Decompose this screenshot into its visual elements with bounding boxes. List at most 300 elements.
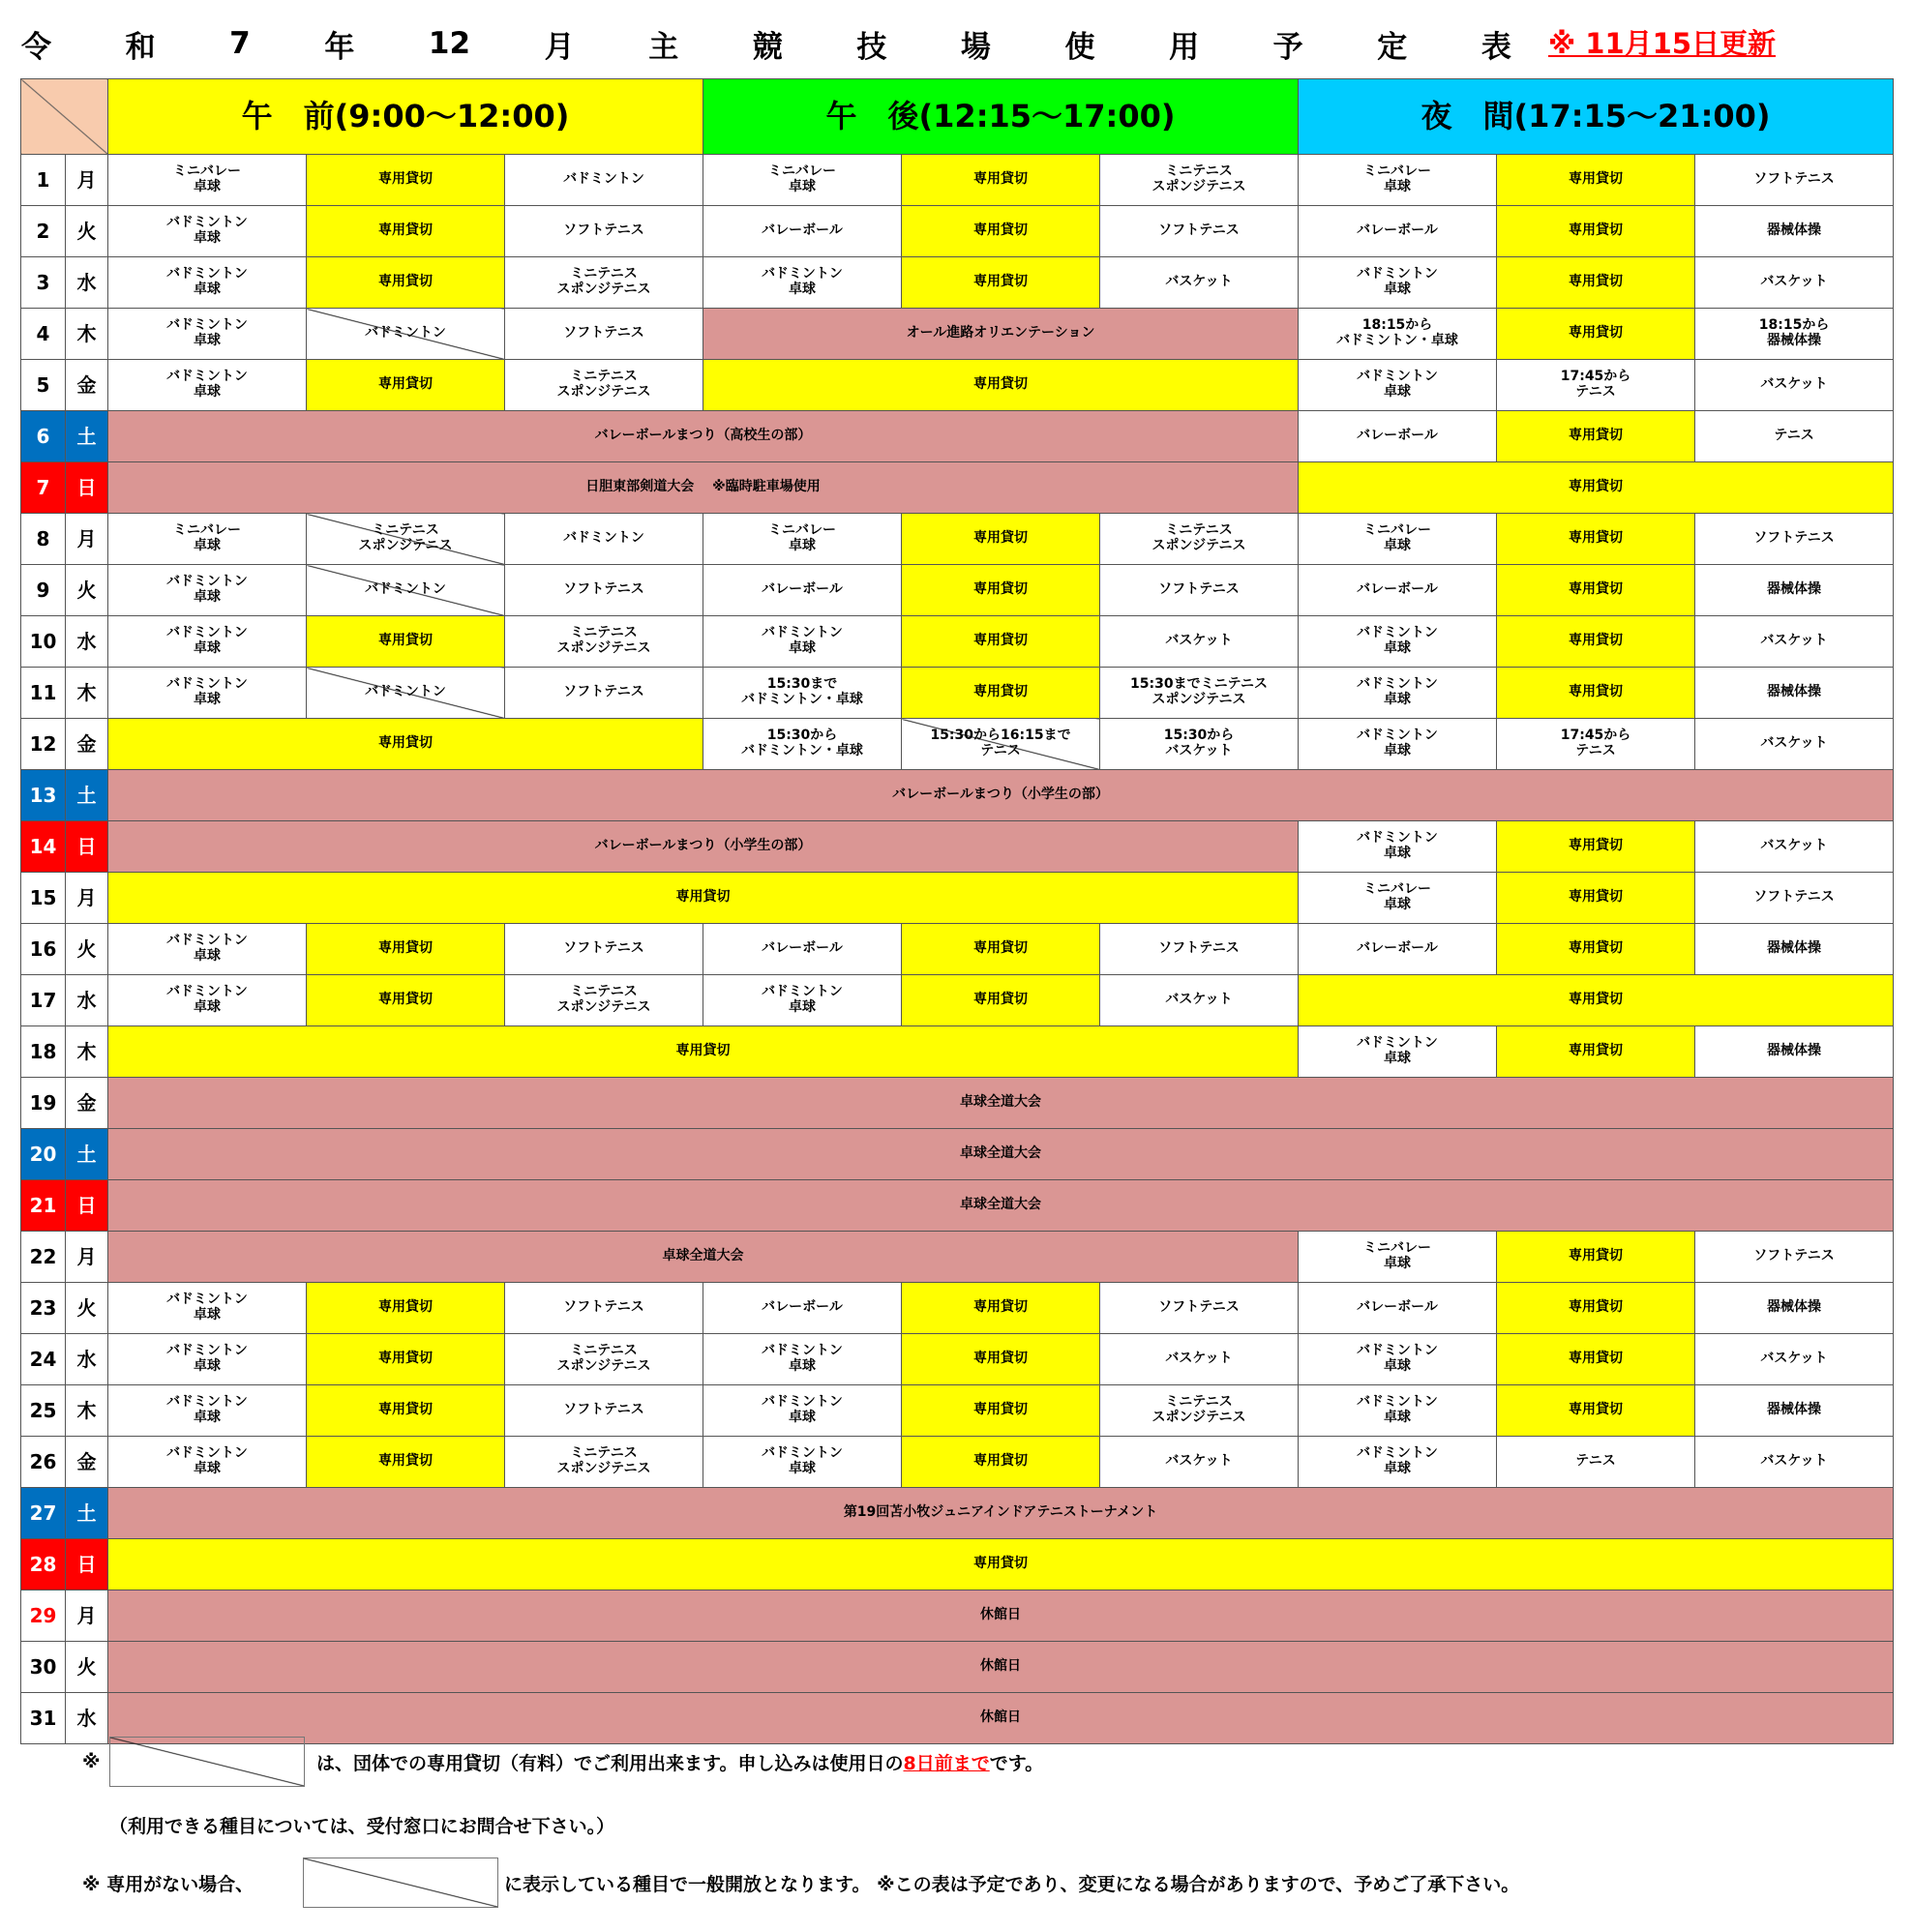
cell-text: 専用貸切 (973, 171, 1029, 188)
cell-text: 専用貸切 (378, 940, 433, 957)
day-number: 26 (21, 1437, 66, 1488)
cell-text: 18:15から 器械体操 (1758, 317, 1830, 348)
schedule-cell (1299, 1283, 1497, 1334)
cell-text: 器械体操 (1767, 940, 1822, 957)
cell-text: ソフトテニス (1158, 581, 1240, 598)
cell-text: 専用貸切 (1569, 1248, 1624, 1264)
schedule-cell (505, 924, 703, 975)
cell-text: 休館日 (980, 1658, 1022, 1675)
note-text-b: です。 (989, 1752, 1044, 1774)
cell-text: バドミントン 卓球 (1357, 1394, 1438, 1425)
reserved-cell (1497, 514, 1695, 565)
cell-text: 卓球全道大会 (960, 1145, 1042, 1162)
cell-text: バレーボール (762, 581, 843, 598)
weekday: 月 (66, 873, 108, 924)
cell-text: ミニテニス スポンジテニス (556, 266, 651, 297)
day-number: 10 (21, 616, 66, 668)
cell-text: ソフトテニス (1158, 1299, 1240, 1316)
cell-text: ミニテニス スポンジテニス (556, 1445, 651, 1476)
schedule-cell (108, 668, 307, 719)
reserved-cell (1497, 1232, 1695, 1283)
schedule-cell (703, 206, 902, 257)
schedule-cell (1695, 206, 1894, 257)
schedule-cell (1100, 514, 1299, 565)
cell-text: バドミントン (563, 530, 644, 547)
schedule-cell (505, 155, 703, 206)
reserved-cell (1497, 565, 1695, 616)
title-char: 令 (21, 29, 51, 65)
day-row (21, 1642, 1894, 1693)
day-number: 22 (21, 1232, 66, 1283)
schedule-cell (108, 309, 307, 360)
cell-text: バドミントン 卓球 (166, 676, 248, 707)
weekday: 日 (66, 462, 108, 514)
cell-text: バドミントン 卓球 (166, 1445, 248, 1476)
pm-header: 午 後(12:15～17:00) (703, 79, 1299, 155)
title-char: 場 (960, 29, 991, 65)
schedule-cell (703, 975, 902, 1026)
schedule-cell (1695, 1232, 1894, 1283)
schedule-cell (1497, 360, 1695, 411)
schedule-cell (505, 1437, 703, 1488)
schedule-cell (1299, 206, 1497, 257)
cell-text: 専用貸切 (973, 1351, 1029, 1367)
cell-text: 専用貸切 (1569, 274, 1624, 290)
schedule-cell (1100, 924, 1299, 975)
cell-text: テニス (1774, 428, 1814, 444)
schedule-cell (1695, 309, 1894, 360)
cell-text: 専用貸切 (378, 1453, 433, 1470)
cell-text: ミニテニス スポンジテニス (358, 522, 453, 553)
day-row (21, 1026, 1894, 1078)
cell-text: バドミントン 卓球 (166, 369, 248, 400)
cell-text: 15:30から16:15まで テニス (930, 728, 1071, 758)
day-row (21, 1334, 1894, 1385)
note-3-b: に表示している種目で一般開放となります。 ※この表は予定であり、変更になる場合がありますので、予めご了承下さい。 (504, 1873, 1520, 1895)
cell-text: 器械体操 (1767, 1299, 1822, 1316)
schedule-cell (1695, 257, 1894, 309)
open-slot-cell (307, 668, 505, 719)
schedule-cell (1299, 565, 1497, 616)
cell-text: バスケット (1760, 376, 1828, 393)
day-number: 6 (21, 411, 66, 462)
weekday: 木 (66, 1026, 108, 1078)
day-row (21, 1539, 1894, 1590)
schedule-cell (1299, 719, 1497, 770)
cell-text: ミニテニス スポンジテニス (556, 1343, 651, 1374)
event-cell (703, 309, 1299, 360)
cell-text: 15:30から バドミントン・卓球 (741, 728, 863, 758)
cell-text: バドミントン 卓球 (762, 1394, 843, 1425)
reserved-cell (307, 206, 505, 257)
schedule-cell (703, 719, 902, 770)
weekday: 土 (66, 1129, 108, 1180)
day-number: 31 (21, 1693, 66, 1744)
cell-text: 専用貸切 (378, 735, 433, 752)
day-row (21, 821, 1894, 873)
weekday: 月 (66, 155, 108, 206)
cell-text: バスケット (1165, 633, 1233, 649)
day-number: 8 (21, 514, 66, 565)
schedule-cell (108, 206, 307, 257)
cell-text: バドミントン 卓球 (166, 574, 248, 605)
schedule-cell (703, 616, 902, 668)
schedule-cell (505, 514, 703, 565)
cell-text: バレーボール (762, 940, 843, 957)
cell-text: バドミントン (365, 325, 446, 342)
schedule-cell (505, 309, 703, 360)
cell-text: 専用貸切 (973, 1402, 1029, 1418)
cell-text: バドミントン 卓球 (166, 266, 248, 297)
reserved-cell (902, 668, 1100, 719)
schedule-cell (505, 360, 703, 411)
weekday: 日 (66, 1180, 108, 1232)
cell-text: バドミントン (365, 684, 446, 700)
cell-text: 17:45から テニス (1560, 728, 1631, 758)
schedule-cell (1695, 514, 1894, 565)
day-number: 1 (21, 155, 66, 206)
note-text-a: は、団体での専用貸切（有料）でご利用出来ます。申し込みは使用日の (316, 1752, 904, 1774)
weekday: 火 (66, 1642, 108, 1693)
cell-text: バドミントン 卓球 (166, 625, 248, 656)
cell-text: バドミントン 卓球 (166, 215, 248, 246)
cell-text: バスケット (1165, 1351, 1233, 1367)
weekday: 木 (66, 1385, 108, 1437)
schedule-cell (703, 1437, 902, 1488)
day-row (21, 1385, 1894, 1437)
weekday: 金 (66, 1078, 108, 1129)
title-char: 使 (1064, 29, 1095, 65)
reserved-cell (1497, 1026, 1695, 1078)
cell-text: 専用貸切 (378, 274, 433, 290)
cell-text: 専用貸切 (1569, 1043, 1624, 1059)
weekday: 金 (66, 1437, 108, 1488)
open-slot-cell (307, 565, 505, 616)
title-char: 主 (648, 29, 679, 65)
reserved-cell (902, 565, 1100, 616)
schedule-cell (1299, 1334, 1497, 1385)
cell-text: 専用貸切 (1569, 633, 1624, 649)
schedule-cell (703, 1334, 902, 1385)
schedule-cell (1299, 1437, 1497, 1488)
schedule-cell (505, 975, 703, 1026)
note-3-a: ※ 専用がない場合、 (82, 1873, 254, 1895)
schedule-cell (1100, 155, 1299, 206)
cell-text: 器械体操 (1767, 1043, 1822, 1059)
reserved-cell (902, 1437, 1100, 1488)
day-row (21, 873, 1894, 924)
reserved-cell (307, 257, 505, 309)
event-cell (108, 411, 1299, 462)
cell-text: バドミントン 卓球 (1357, 830, 1438, 861)
title-text (21, 19, 1511, 68)
weekday: 土 (66, 1488, 108, 1539)
reserved-cell (108, 873, 1299, 924)
cell-text: バドミントン 卓球 (1357, 266, 1438, 297)
cell-text: 専用貸切 (1569, 992, 1624, 1008)
schedule-cell (505, 616, 703, 668)
reserved-cell (902, 924, 1100, 975)
cell-text: バドミントン 卓球 (166, 317, 248, 348)
reserved-cell (307, 975, 505, 1026)
cell-text: 器械体操 (1767, 684, 1822, 700)
cell-text: オール進路オリエンテーション (906, 325, 1095, 342)
cell-text: バレーボール (1357, 581, 1438, 598)
schedule-cell (108, 975, 307, 1026)
cell-text: バドミントン 卓球 (762, 984, 843, 1015)
reserved-cell (108, 1026, 1299, 1078)
cell-text: ソフトテニス (563, 684, 644, 700)
schedule-cell (1497, 1437, 1695, 1488)
cell-text: ミニバレー 卓球 (1363, 1240, 1432, 1271)
schedule-cell (1695, 1334, 1894, 1385)
schedule-cell (1695, 1385, 1894, 1437)
reserved-cell (307, 924, 505, 975)
cell-text: バドミントン 卓球 (1357, 1343, 1438, 1374)
schedule-cell (703, 155, 902, 206)
cell-text: バドミントン 卓球 (166, 1343, 248, 1374)
schedule-cell (703, 514, 902, 565)
day-row (21, 411, 1894, 462)
schedule-cell (108, 565, 307, 616)
schedule-cell (1695, 1026, 1894, 1078)
note-mark: ※ (82, 1751, 101, 1772)
cell-text: ソフトテニス (1753, 889, 1835, 906)
cell-text: 第19回苫小牧ジュニアインドアテニストーナメント (843, 1504, 1158, 1521)
schedule-cell (1100, 668, 1299, 719)
cell-text: バレーボール (1357, 223, 1438, 239)
event-cell (108, 1129, 1894, 1180)
cell-text: 専用貸切 (1569, 171, 1624, 188)
cell-text: 専用貸切 (973, 1453, 1029, 1470)
cell-text: バドミントン 卓球 (166, 1292, 248, 1323)
reserved-cell (1497, 1334, 1695, 1385)
schedule-cell (703, 668, 902, 719)
reserved-cell (1497, 616, 1695, 668)
day-number: 20 (21, 1129, 66, 1180)
weekday: 土 (66, 411, 108, 462)
cell-text: ミニテニス スポンジテニス (556, 625, 651, 656)
weekday: 火 (66, 924, 108, 975)
schedule-cell (1695, 719, 1894, 770)
day-row (21, 257, 1894, 309)
cell-text: ミニバレー 卓球 (173, 522, 241, 553)
day-row (21, 924, 1894, 975)
cell-text: 専用貸切 (973, 376, 1029, 393)
schedule-cell (1100, 1283, 1299, 1334)
title-char: 競 (752, 29, 783, 65)
cell-text: 休館日 (980, 1607, 1022, 1623)
open-slot-cell (307, 514, 505, 565)
cell-text: 専用貸切 (675, 889, 731, 906)
night-header: 夜 間(17:15～21:00) (1299, 79, 1894, 155)
cell-text: ミニテニス スポンジテニス (556, 369, 651, 400)
event-cell (108, 821, 1299, 873)
cell-text: バドミントン 卓球 (762, 266, 843, 297)
day-number: 9 (21, 565, 66, 616)
cell-text: ミニバレー 卓球 (768, 522, 837, 553)
cell-text: バドミントン 卓球 (1357, 676, 1438, 707)
title-char: 用 (1169, 29, 1200, 65)
cell-text: 17:45から テニス (1560, 369, 1631, 400)
cell-text: バレーボールまつり（小学生の部） (594, 838, 812, 854)
cell-text: テニス (1575, 1453, 1616, 1470)
title-char: 年 (324, 29, 355, 65)
cell-text: 専用貸切 (378, 633, 433, 649)
cell-text: 専用貸切 (1569, 1351, 1624, 1367)
cell-text: バスケット (1165, 274, 1233, 290)
cell-text: バドミントン 卓球 (1357, 625, 1438, 656)
cell-text: バスケット (1760, 838, 1828, 854)
cell-text: バレーボール (1357, 940, 1438, 957)
cell-text: ミニバレー 卓球 (1363, 881, 1432, 912)
schedule-cell (108, 514, 307, 565)
weekday: 月 (66, 1590, 108, 1642)
cell-text: バドミントン 卓球 (762, 1445, 843, 1476)
day-row (21, 616, 1894, 668)
cell-text: 専用貸切 (973, 274, 1029, 290)
day-row (21, 1283, 1894, 1334)
day-row (21, 1232, 1894, 1283)
cell-text: 専用貸切 (378, 171, 433, 188)
reserved-cell (902, 975, 1100, 1026)
cell-text: 専用貸切 (973, 223, 1029, 239)
day-row (21, 1488, 1894, 1539)
schedule-cell (108, 360, 307, 411)
schedule-cell (108, 1437, 307, 1488)
weekday: 月 (66, 1232, 108, 1283)
weekday: 水 (66, 257, 108, 309)
cell-text: バドミントン 卓球 (1357, 728, 1438, 758)
reserved-cell (1497, 1283, 1695, 1334)
day-number: 24 (21, 1334, 66, 1385)
cell-text: 専用貸切 (973, 1556, 1029, 1572)
note-deadline: 8日前まで (903, 1752, 990, 1774)
cell-text: バレーボール (762, 223, 843, 239)
cell-text: 専用貸切 (1569, 1402, 1624, 1418)
cell-text: 器械体操 (1767, 581, 1822, 598)
schedule-cell (108, 616, 307, 668)
reserved-cell (902, 1385, 1100, 1437)
weekday: 火 (66, 565, 108, 616)
event-cell (108, 770, 1894, 821)
day-number: 29 (21, 1590, 66, 1642)
day-number: 17 (21, 975, 66, 1026)
cell-text: 専用貸切 (973, 581, 1029, 598)
cell-text: 専用貸切 (1569, 889, 1624, 906)
day-number: 25 (21, 1385, 66, 1437)
cell-text: ミニバレー 卓球 (173, 163, 241, 194)
reserved-cell (108, 1539, 1894, 1590)
schedule-cell (1695, 873, 1894, 924)
open-slot-cell (307, 309, 505, 360)
cell-text: バドミントン 卓球 (762, 625, 843, 656)
cell-text: ミニテニス スポンジテニス (556, 984, 651, 1015)
schedule-cell (1299, 360, 1497, 411)
reserved-cell (1497, 821, 1695, 873)
cell-text: ソフトテニス (563, 325, 644, 342)
cell-text: ソフトテニス (563, 940, 644, 957)
event-cell (108, 1590, 1894, 1642)
reserved-cell (1497, 309, 1695, 360)
schedule-cell (703, 1385, 902, 1437)
schedule-cell (1299, 411, 1497, 462)
schedule-cell (1299, 821, 1497, 873)
day-number: 5 (21, 360, 66, 411)
cell-text: 専用貸切 (675, 1043, 731, 1059)
cell-text: 日胆東部剣道大会 ※臨時駐車場使用 (585, 479, 821, 495)
cell-text: 15:30から バスケット (1163, 728, 1235, 758)
cell-text: バレーボールまつり（高校生の部） (594, 428, 812, 444)
cell-text: 専用貸切 (1569, 581, 1624, 598)
cell-text: バドミントン (365, 581, 446, 598)
reserved-cell (307, 1334, 505, 1385)
reserved-cell (1497, 257, 1695, 309)
schedule-cell (505, 1334, 703, 1385)
cell-text: ミニバレー 卓球 (768, 163, 837, 194)
reserved-cell (902, 514, 1100, 565)
day-row (21, 155, 1894, 206)
weekday: 金 (66, 719, 108, 770)
cell-text: 卓球全道大会 (662, 1248, 744, 1264)
day-number: 19 (21, 1078, 66, 1129)
schedule-cell (1299, 257, 1497, 309)
cell-text: 専用貸切 (973, 684, 1029, 700)
reserved-cell (1497, 668, 1695, 719)
cell-text: バドミントン 卓球 (1357, 369, 1438, 400)
reserved-cell (902, 155, 1100, 206)
schedule-cell (1695, 1283, 1894, 1334)
title-char: 7 (229, 26, 251, 61)
reserved-cell (1497, 155, 1695, 206)
schedule-cell (1695, 411, 1894, 462)
cell-text: 専用貸切 (1569, 838, 1624, 854)
schedule-cell (1100, 1334, 1299, 1385)
event-cell (108, 1232, 1299, 1283)
day-row (21, 565, 1894, 616)
cell-text: ソフトテニス (1753, 171, 1835, 188)
cell-text: 専用貸切 (973, 1299, 1029, 1316)
weekday: 金 (66, 360, 108, 411)
schedule-cell (1695, 155, 1894, 206)
schedule-cell (505, 1283, 703, 1334)
cell-text: ソフトテニス (1158, 940, 1240, 957)
cell-text: 18:15から バドミントン・卓球 (1336, 317, 1458, 348)
schedule-cell (1299, 924, 1497, 975)
am-header: 午 前(9:00～12:00) (108, 79, 703, 155)
cell-text: 休館日 (980, 1709, 1022, 1726)
reserved-cell (307, 616, 505, 668)
weekday: 日 (66, 1539, 108, 1590)
schedule-cell (108, 155, 307, 206)
day-row (21, 309, 1894, 360)
schedule-cell (1695, 360, 1894, 411)
day-number: 4 (21, 309, 66, 360)
schedule-cell (108, 1385, 307, 1437)
reserved-cell (1497, 411, 1695, 462)
reserved-cell (902, 1334, 1100, 1385)
schedule-cell (1695, 668, 1894, 719)
cell-text: 器械体操 (1767, 223, 1822, 239)
day-number: 21 (21, 1180, 66, 1232)
cell-text: バスケット (1165, 1453, 1233, 1470)
weekday: 水 (66, 616, 108, 668)
weekday: 日 (66, 821, 108, 873)
day-number: 15 (21, 873, 66, 924)
schedule-cell (1695, 924, 1894, 975)
schedule-cell (505, 257, 703, 309)
note-line-3 (82, 1858, 1519, 1908)
